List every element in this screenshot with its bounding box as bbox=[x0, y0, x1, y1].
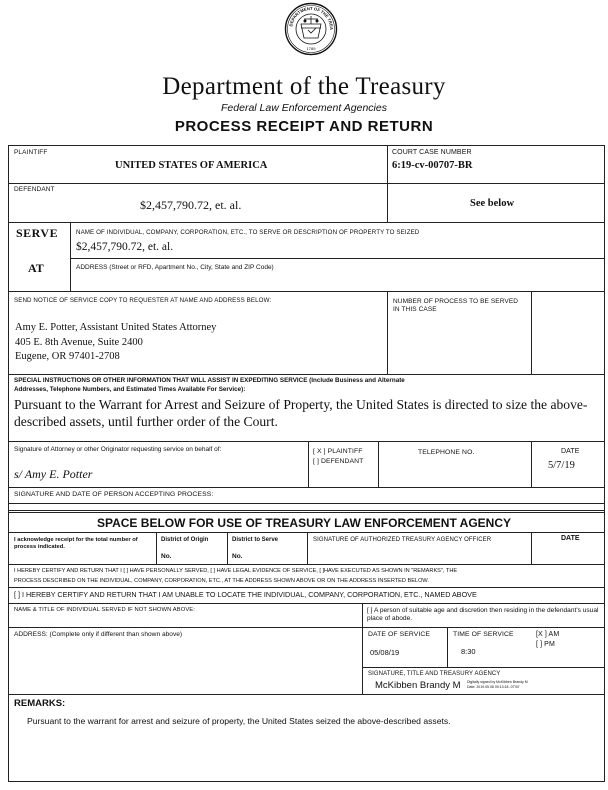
page-title: Department of the Treasury bbox=[162, 73, 446, 100]
treasury-seal bbox=[284, 2, 338, 56]
served-name-label: NAME & TITLE OF INDIVIDUAL SERVED IF NOT SHOWN ABOVE: bbox=[14, 607, 195, 613]
defendant-value: $2,457,790.72, et. al. bbox=[140, 198, 242, 212]
signature-label: Signature of Attorney or other Originator requesting service on behalf of: bbox=[14, 446, 222, 453]
district-origin-label: District of Origin bbox=[161, 537, 209, 543]
at-label: AT bbox=[28, 261, 44, 275]
district-serve-no: No. bbox=[232, 553, 243, 560]
seal-top-text: DEPARTMENT OF THE TREA bbox=[288, 5, 335, 31]
notice-line-3: Eugene, OR 97401-2708 bbox=[15, 351, 120, 362]
accepting-label: SIGNATURE AND DATE OF PERSON ACCEPTING PROCESS: bbox=[14, 491, 214, 498]
type-of-process: See below bbox=[470, 198, 515, 209]
special-text-2: described assets, until further order of the Court. bbox=[14, 414, 278, 429]
served-address-label: ADDRESS: (Complete only if different than shown above) bbox=[14, 631, 183, 638]
special-label-2: Addresses, Telephone Numbers, and Estimated Times Available For Service): bbox=[14, 386, 246, 393]
serve-name-label: NAME OF INDIVIDUAL, COMPANY, CORPORATION, ETC., TO SERVE OR DESCRIPTION OF PROPERTY TO SEIZED bbox=[76, 229, 420, 236]
agency-banner: SPACE BELOW FOR USE OF TREASURY LAW ENFORCEMENT AGENCY bbox=[96, 516, 512, 530]
date-of-service-label: DATE OF SERVICE bbox=[368, 631, 431, 638]
certify-line-3: [ ] I HEREBY CERTIFY AND RETURN THAT I AM UNABLE TO LOCATE THE INDIVIDUAL, COMPANY, CORPORATION, ETC., NAMED ABOVE bbox=[14, 590, 477, 599]
pm-checkbox[interactable]: [ ] PM bbox=[536, 641, 555, 648]
officer-signature-label: SIGNATURE OF AUTHORIZED TREASURY AGENCY OFFICER bbox=[313, 537, 492, 543]
page-subtitle: Federal Law Enforcement Agencies bbox=[221, 102, 387, 114]
signature-value: s/ Amy E. Potter bbox=[14, 467, 93, 481]
date-label: DATE bbox=[561, 448, 580, 455]
district-serve-label: District to Serve bbox=[232, 537, 279, 543]
telephone-label: TELEPHONE NO. bbox=[418, 449, 475, 456]
plaintiff-label: PLAINTIFF bbox=[14, 149, 48, 156]
form-title: PROCESS RECEIPT AND RETURN bbox=[174, 118, 434, 135]
special-label-1: SPECIAL INSTRUCTIONS OR OTHER INFORMATION THAT WILL ASSIST IN EXPEDITING SERVICE (Include Business and Alternate bbox=[14, 377, 405, 384]
remarks-label: REMARKS: bbox=[14, 698, 66, 709]
plaintiff-value: UNITED STATES OF AMERICA bbox=[115, 160, 268, 171]
remarks-text: Pursuant to the warrant for arrest and seizure of property, the United States seized the above-described assets. bbox=[27, 716, 451, 726]
notice-line-1: Amy E. Potter, Assistant United States Attorney bbox=[15, 322, 217, 333]
date-value: 5/7/19 bbox=[548, 460, 575, 471]
court-case-value: 6:19-cv-00707-BR bbox=[392, 160, 473, 171]
served-signature-name: McKibben Brandy M bbox=[375, 680, 461, 691]
notice-line-2: 405 E. 8th Avenue, Suite 2400 bbox=[15, 337, 143, 348]
special-text-1: Pursuant to the Warrant for Arrest and Seizure of Property, the United States is directed to size the above- bbox=[14, 397, 588, 412]
defendant-label: DEFENDANT bbox=[14, 186, 55, 193]
serve-label: SERVE bbox=[16, 226, 59, 240]
defendant-checkbox[interactable]: [ ] DEFENDANT bbox=[313, 458, 364, 465]
serve-name-value: $2,457,790.72, et. al. bbox=[76, 241, 174, 253]
district-origin-no: No. bbox=[161, 553, 172, 560]
notice-label: SEND NOTICE OF SERVICE COPY TO REQUESTER AT NAME AND ADDRESS BELOW: bbox=[14, 297, 272, 304]
served-signature-label: SIGNATURE, TITLE AND TREASURY AGENCY bbox=[368, 671, 501, 677]
digital-signature-line-2: Date: 2019.05.08 09:13:18 -07'00' bbox=[467, 685, 520, 689]
person-suitable-label: [ ] A person of suitable age and discretion then residing in the defendant's usual place of abode. bbox=[367, 607, 599, 622]
agency-date-label: DATE bbox=[561, 535, 580, 542]
number-of-process-label: NUMBER OF PROCESS TO BE SERVED IN THIS CASE bbox=[393, 298, 519, 313]
time-of-service-value: 8:30 bbox=[461, 647, 476, 656]
am-checkbox[interactable]: [X ] AM bbox=[536, 631, 560, 638]
seal-year: 1789 bbox=[306, 46, 316, 51]
plaintiff-checkbox[interactable]: [ X ] PLAINTIFF bbox=[313, 448, 363, 455]
time-of-service-label: TIME OF SERVICE bbox=[453, 631, 514, 638]
court-case-label: COURT CASE NUMBER bbox=[392, 149, 472, 156]
digital-signature-line-1: Digitally signed by McKibben Brandy M bbox=[467, 680, 528, 684]
serve-address-label: ADDRESS (Street or RFD, Apartment No., City, State and ZIP Code) bbox=[76, 264, 274, 271]
certify-line-1: I HEREBY CERTIFY AND RETURN THAT I [ ] HAVE PERSONALLY SERVED, [ ] HAVE LEGAL EVIDENCE OF SERVICE, [ ]HAVE EXECUTED AS SHOWN IN "REMARKS", THE bbox=[14, 568, 458, 574]
certify-line-2: PROCESS DESCRIBED ON THE INDIVIDUAL, COMPANY, CORPORATION, ETC., AT THE ADDRESS SHOWN ABOVE OR ON THE ADDRESS INSERTED BELOW. bbox=[14, 578, 429, 584]
date-of-service-value: 05/08/19 bbox=[370, 648, 400, 657]
acknowledge-label: I acknowledge receipt for the total number of process indicated. bbox=[14, 537, 138, 550]
